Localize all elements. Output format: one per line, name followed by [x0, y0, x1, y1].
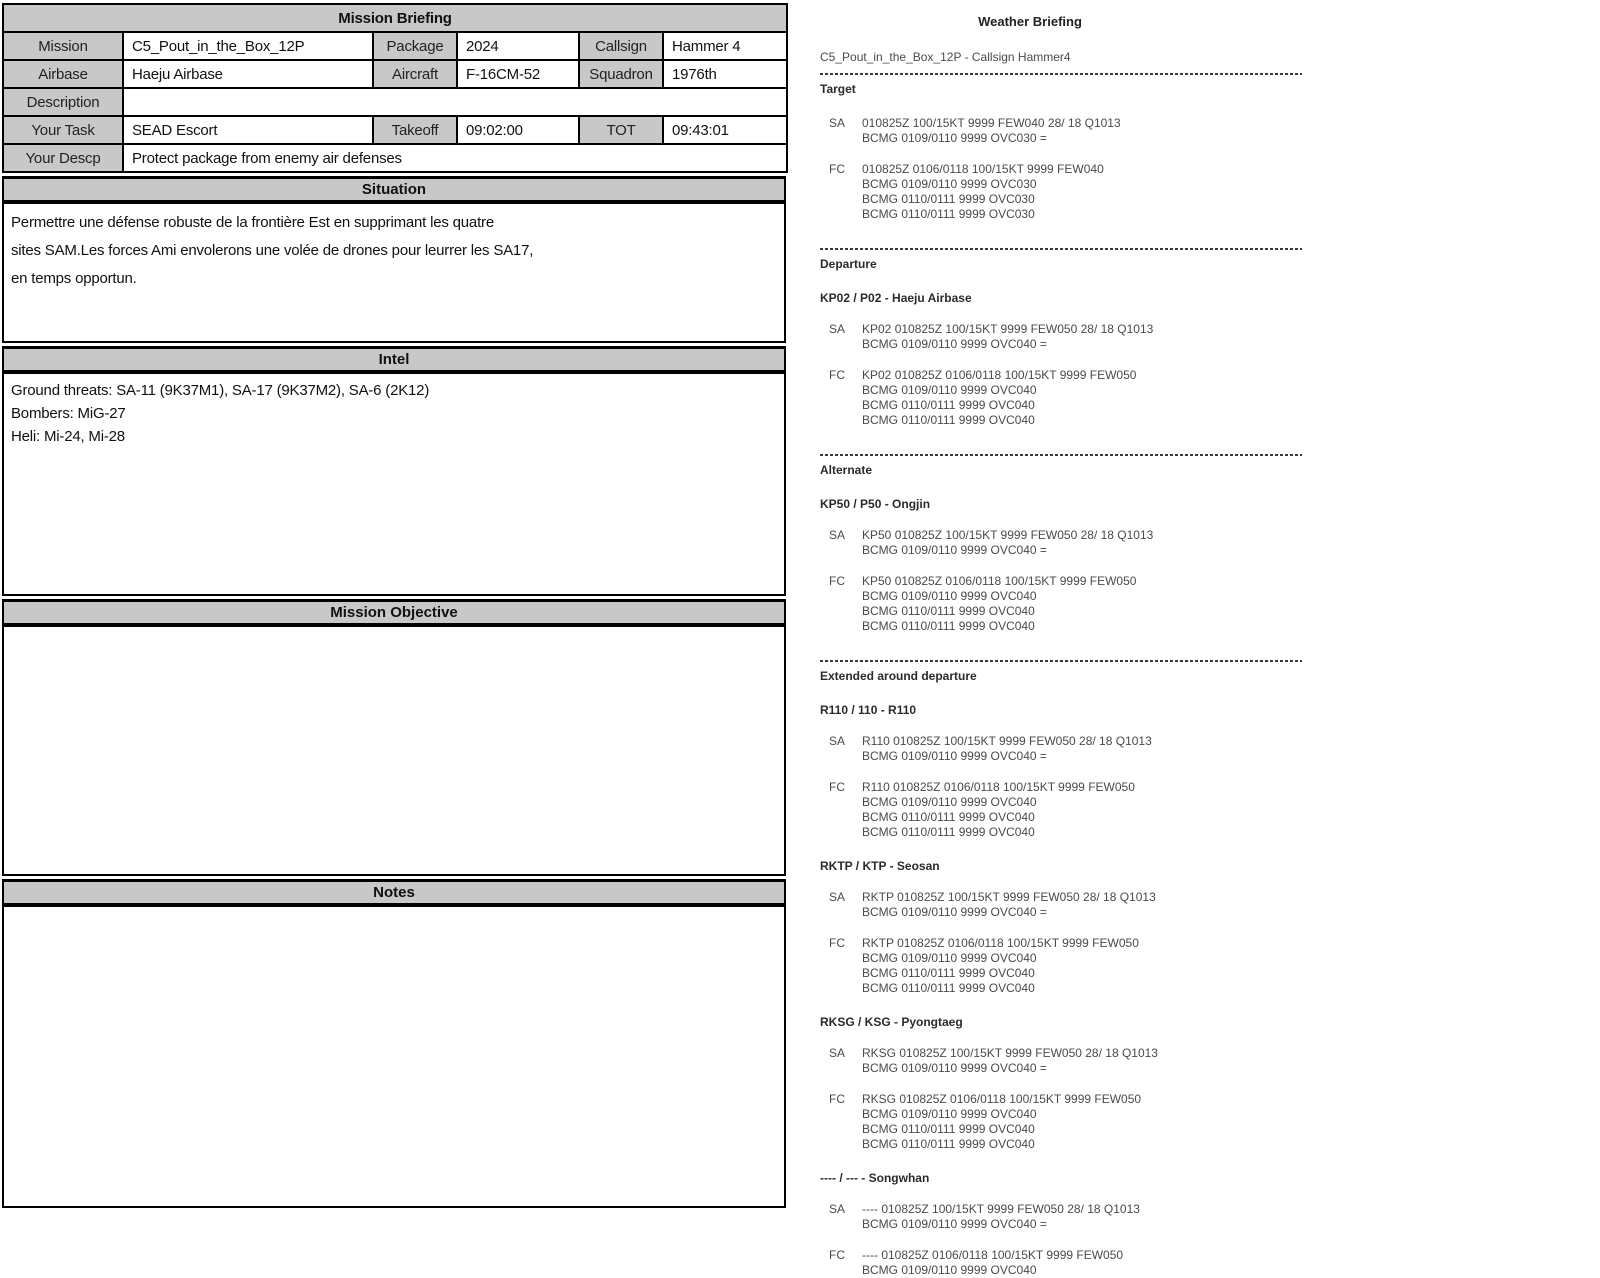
report-type: FC	[829, 780, 845, 794]
stations	[820, 291, 1302, 428]
metar-line: BCMG 0109/0110 9999 OVC040	[862, 589, 1037, 603]
report-lines	[862, 936, 1139, 996]
weather-station	[820, 859, 1302, 996]
metar-line: BCMG 0109/0110 9999 OVC040 =	[862, 905, 1047, 919]
weather-report	[820, 1248, 1302, 1278]
description-label: Description	[3, 88, 123, 116]
weather-section-heading: Target	[820, 82, 856, 96]
table-row	[3, 60, 787, 88]
report-lines	[862, 1248, 1123, 1278]
notes-body	[2, 905, 786, 1208]
metar-line: 010825Z 0106/0118 100/15KT 9999 FEW040	[862, 162, 1104, 176]
metar-line: RKSG 010825Z 100/15KT 9999 FEW050 28/ 18 Q1013	[862, 1046, 1158, 1060]
dashed-separator	[820, 660, 1302, 662]
station-name: RKSG / KSG - Pyongtaeg	[820, 1015, 963, 1029]
metar-line: BCMG 0109/0110 9999 OVC040	[862, 951, 1037, 965]
report-type: SA	[829, 1202, 846, 1216]
report-type: SA	[829, 322, 846, 336]
report-type: FC	[829, 1248, 845, 1262]
weather-sections	[820, 73, 1302, 1278]
weather-station	[820, 1015, 1302, 1152]
metar-line: BCMG 0110/0111 9999 OVC040	[862, 604, 1035, 618]
report-lines	[862, 528, 1153, 558]
station-reports	[820, 116, 1302, 222]
your-task-label: Your Task	[3, 116, 123, 144]
metar-line: BCMG 0110/0111 9999 OVC040	[862, 966, 1035, 980]
callsign-label: Callsign	[579, 32, 663, 60]
weather-report	[820, 368, 1302, 428]
report-lines	[862, 734, 1152, 764]
metar-line: BCMG 0109/0110 9999 OVC040	[862, 383, 1037, 397]
weather-station	[820, 703, 1302, 840]
metar-line: KP50 010825Z 100/15KT 9999 FEW050 28/ 18 Q1013	[862, 528, 1154, 542]
weather-section	[820, 73, 1302, 222]
metar-line: BCMG 0109/0110 9999 OVC040	[862, 1107, 1037, 1121]
stations	[820, 703, 1302, 1278]
report-lines	[862, 1202, 1140, 1232]
metar-line: BCMG 0110/0111 9999 OVC040	[862, 398, 1035, 412]
station-name: RKTP / KTP - Seosan	[820, 859, 940, 873]
tot-value: 09:43:01	[663, 116, 787, 144]
weather-station	[820, 1171, 1302, 1278]
report-lines	[862, 322, 1153, 352]
mission-objective-header: Mission Objective	[2, 599, 786, 625]
report-type: SA	[829, 528, 846, 542]
metar-line: BCMG 0109/0110 9999 OVC040	[862, 795, 1037, 809]
metar-line: BCMG 0110/0111 9999 OVC040	[862, 619, 1035, 633]
station-reports	[820, 1202, 1302, 1278]
weather-report	[820, 936, 1302, 996]
metar-line: BCMG 0109/0110 9999 OVC040	[862, 1263, 1037, 1277]
station-reports	[820, 528, 1302, 634]
report-type: FC	[829, 574, 845, 588]
metar-line: BCMG 0109/0110 9999 OVC040 =	[862, 1217, 1047, 1231]
weather-report	[820, 116, 1302, 146]
mission-briefing-title: Mission Briefing	[3, 4, 787, 32]
stations	[820, 497, 1302, 634]
weather-briefing-subtitle: C5_Pout_in_the_Box_12P - Callsign Hammer4	[820, 50, 1071, 64]
weather-section	[820, 454, 1302, 634]
weather-report	[820, 734, 1302, 764]
report-lines	[862, 368, 1136, 428]
weather-station	[820, 116, 1302, 222]
weather-section	[820, 660, 1302, 1278]
description-value	[123, 88, 787, 116]
metar-line: KP50 010825Z 0106/0118 100/15KT 9999 FEW050	[862, 574, 1137, 588]
weather-report	[820, 528, 1302, 558]
weather-report	[820, 162, 1302, 222]
metar-line: ---- 010825Z 0106/0118 100/15KT 9999 FEW050	[862, 1248, 1124, 1262]
metar-line: BCMG 0110/0111 9999 OVC030	[862, 207, 1035, 221]
metar-line: RKTP 010825Z 100/15KT 9999 FEW050 28/ 18 Q1013	[862, 890, 1156, 904]
weather-report	[820, 1092, 1302, 1152]
report-type: SA	[829, 1046, 846, 1060]
report-lines	[862, 162, 1104, 222]
metar-line: BCMG 0110/0111 9999 OVC040	[862, 1137, 1035, 1151]
metar-line: BCMG 0110/0111 9999 OVC040	[862, 413, 1035, 427]
metar-line: BCMG 0110/0111 9999 OVC040	[862, 981, 1035, 995]
metar-line: KP02 010825Z 100/15KT 9999 FEW050 28/ 18 Q1013	[862, 322, 1154, 336]
intel-line: Ground threats: SA-11 (9K37M1), SA-17 (9K37M2), SA-6 (2K12)	[11, 382, 430, 399]
package-value: 2024	[457, 32, 579, 60]
situation-body	[2, 202, 786, 343]
station-reports	[820, 322, 1302, 428]
dashed-separator	[820, 248, 1302, 250]
metar-line: RKSG 010825Z 0106/0118 100/15KT 9999 FEW050	[862, 1092, 1142, 1106]
takeoff-value: 09:02:00	[457, 116, 579, 144]
notes-header: Notes	[2, 879, 786, 905]
weather-station	[820, 291, 1302, 428]
squadron-label: Squadron	[579, 60, 663, 88]
situation-line: sites SAM.Les forces Ami envolerons une volée de drones pour leurrer les SA17,	[11, 242, 534, 259]
metar-line: BCMG 0110/0111 9999 OVC030	[862, 192, 1035, 206]
metar-line: 010825Z 100/15KT 9999 FEW040 28/ 18 Q1013	[862, 116, 1121, 130]
mission-briefing-table	[2, 3, 788, 173]
report-type: FC	[829, 1092, 845, 1106]
metar-line: BCMG 0109/0110 9999 OVC040 =	[862, 543, 1047, 557]
station-reports	[820, 1046, 1302, 1152]
metar-line: BCMG 0110/0111 9999 OVC040	[862, 1122, 1035, 1136]
squadron-value: 1976th	[663, 60, 787, 88]
weather-report	[820, 1202, 1302, 1232]
report-lines	[862, 574, 1136, 634]
report-type: SA	[829, 890, 846, 904]
weather-section-heading: Alternate	[820, 463, 873, 477]
intel-line: Heli: Mi-24, Mi-28	[11, 428, 125, 445]
metar-line: KP02 010825Z 0106/0118 100/15KT 9999 FEW050	[862, 368, 1137, 382]
report-type: FC	[829, 162, 845, 176]
weather-briefing-panel	[820, 0, 1302, 1278]
station-name: ---- / --- - Songwhan	[820, 1171, 930, 1185]
weather-report	[820, 780, 1302, 840]
weather-station	[820, 497, 1302, 634]
mission-objective-body	[2, 625, 786, 876]
report-lines	[862, 116, 1121, 146]
mission-value: C5_Pout_in_the_Box_12P	[123, 32, 373, 60]
table-row	[3, 88, 787, 116]
metar-line: BCMG 0109/0110 9999 OVC030	[862, 177, 1037, 191]
aircraft-label: Aircraft	[373, 60, 457, 88]
package-label: Package	[373, 32, 457, 60]
table-row	[3, 144, 787, 172]
report-lines	[862, 1046, 1158, 1076]
metar-line: BCMG 0109/0110 9999 OVC040 =	[862, 1061, 1047, 1075]
station-reports	[820, 734, 1302, 840]
report-lines	[862, 890, 1156, 920]
metar-line: BCMG 0110/0111 9999 OVC040	[862, 825, 1035, 839]
report-type: FC	[829, 936, 845, 950]
report-lines	[862, 1092, 1141, 1152]
intel-header: Intel	[2, 346, 786, 372]
mission-label: Mission	[3, 32, 123, 60]
your-descp-value: Protect package from enemy air defenses	[123, 144, 787, 172]
report-type: SA	[829, 734, 846, 748]
intel-body	[2, 372, 786, 596]
weather-report	[820, 574, 1302, 634]
airbase-value: Haeju Airbase	[123, 60, 373, 88]
situation-header: Situation	[2, 176, 786, 202]
dashed-separator	[820, 73, 1302, 75]
table-row	[3, 116, 787, 144]
table-row	[3, 32, 787, 60]
callsign-value: Hammer 4	[663, 32, 787, 60]
metar-line: BCMG 0110/0111 9999 OVC040	[862, 810, 1035, 824]
situation-line: Permettre une défense robuste de la frontière Est en supprimant les quatre	[11, 214, 494, 231]
station-name: R110 / 110 - R110	[820, 703, 917, 717]
mission-briefing-panel	[2, 3, 786, 1208]
station-name: KP50 / P50 - Ongjin	[820, 497, 931, 511]
metar-line: RKTP 010825Z 0106/0118 100/15KT 9999 FEW050	[862, 936, 1139, 950]
tot-label: TOT	[579, 116, 663, 144]
airbase-label: Airbase	[3, 60, 123, 88]
your-task-value: SEAD Escort	[123, 116, 373, 144]
takeoff-label: Takeoff	[373, 116, 457, 144]
report-type: SA	[829, 116, 846, 130]
metar-line: BCMG 0109/0110 9999 OVC040 =	[862, 749, 1047, 763]
report-type: FC	[829, 368, 845, 382]
weather-report	[820, 322, 1302, 352]
weather-report	[820, 1046, 1302, 1076]
metar-line: BCMG 0109/0110 9999 OVC040 =	[862, 337, 1047, 351]
dashed-separator	[820, 454, 1302, 456]
station-name: KP02 / P02 - Haeju Airbase	[820, 291, 972, 305]
metar-line: R110 010825Z 100/15KT 9999 FEW050 28/ 18 Q1013	[862, 734, 1152, 748]
metar-line: R110 010825Z 0106/0118 100/15KT 9999 FEW050	[862, 780, 1135, 794]
report-lines	[862, 780, 1135, 840]
aircraft-value: F-16CM-52	[457, 60, 579, 88]
intel-line: Bombers: MiG-27	[11, 405, 126, 422]
situation-line: en temps opportun.	[11, 270, 137, 287]
stations	[820, 116, 1302, 222]
weather-briefing-title: Weather Briefing	[978, 14, 1082, 29]
your-descp-label: Your Descp	[3, 144, 123, 172]
weather-section-heading: Departure	[820, 257, 877, 271]
weather-report	[820, 890, 1302, 920]
weather-section-heading: Extended around departure	[820, 669, 977, 683]
station-reports	[820, 890, 1302, 996]
metar-line: ---- 010825Z 100/15KT 9999 FEW050 28/ 18 Q1013	[862, 1202, 1140, 1216]
metar-line: BCMG 0109/0110 9999 OVC030 =	[862, 131, 1047, 145]
weather-section	[820, 248, 1302, 428]
